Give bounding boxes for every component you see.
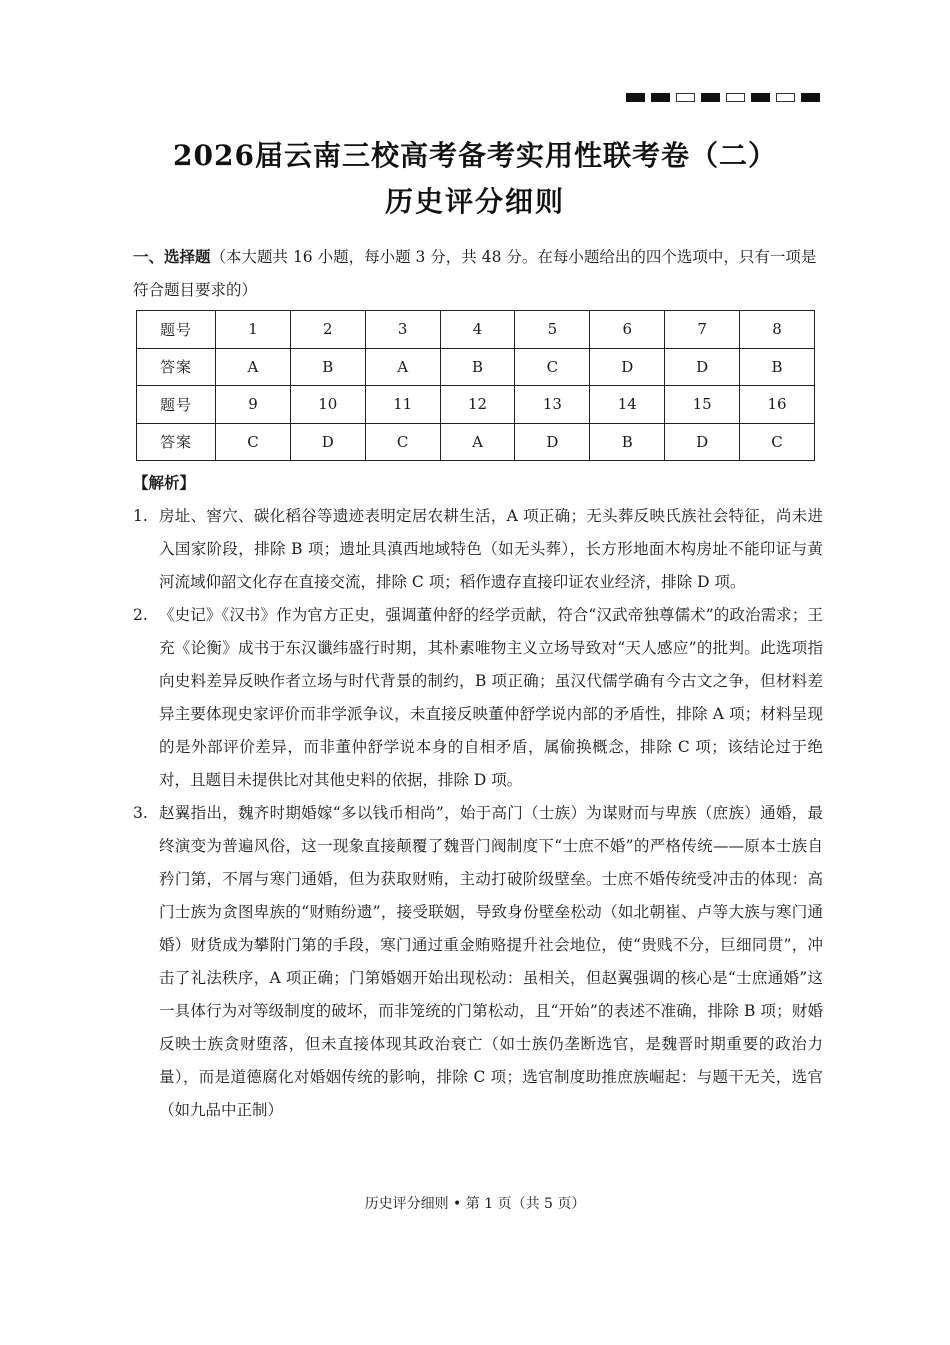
- mark-square: [776, 93, 795, 102]
- mark-square: [701, 93, 720, 102]
- table-row: [137, 423, 815, 461]
- row-header: 题号: [137, 311, 216, 349]
- table-cell: 14: [590, 386, 665, 424]
- table-cell: 6: [590, 311, 665, 349]
- row-header: 答案: [137, 348, 216, 386]
- page-title: 2026届云南三校高考备考实用性联考卷（二）: [173, 139, 777, 172]
- table-cell: 8: [740, 311, 815, 349]
- table-row: [137, 386, 815, 424]
- analysis-label: 【解析】: [133, 473, 196, 492]
- table-cell: 16: [740, 386, 815, 424]
- mark-square: [676, 93, 695, 102]
- table-cell: D: [665, 423, 740, 461]
- table-cell: 13: [515, 386, 590, 424]
- table-row: [137, 348, 815, 386]
- row-header: 题号: [137, 386, 216, 424]
- table-cell: D: [290, 423, 365, 461]
- table-cell: 9: [216, 386, 291, 424]
- table-cell: 10: [290, 386, 365, 424]
- mark-square: [651, 93, 670, 102]
- item-number: 3.: [133, 804, 148, 822]
- table-cell: 4: [440, 311, 515, 349]
- mark-square: [801, 93, 820, 102]
- table-cell: C: [365, 423, 440, 461]
- analysis-list: [133, 500, 823, 1127]
- page-subtitle: 历史评分细则: [384, 185, 565, 218]
- item-number: 2.: [133, 606, 148, 624]
- table-cell: 2: [290, 311, 365, 349]
- table-cell: 11: [365, 386, 440, 424]
- table-cell: B: [440, 348, 515, 386]
- table-cell: A: [440, 423, 515, 461]
- table-cell: C: [740, 423, 815, 461]
- item-text: 《史记》《汉书》作为官方正史，强调董仲舒的经学贡献，符合“汉武帝独尊儒术”的政治需求；王充《论衡》成书于东汉谶纬盛行时期，其朴素唯物主义立场导致对“天人感应”的批判。此选项指向史料差异反映作者立场与时代背景的制约，B 项正确；虽汉代儒学确有今古文之争，但材料差异主要体现史家评价而非学派争议，未直接反映董仲舒学说内部的矛盾性，排除 A 项；材料呈现的是外部评价差异，而非董仲舒学说本身的自相矛盾，属偷换概念，排除 C 项；该结论过于绝对，且题目未提供比对其他史料的依据，排除 D 项。: [159, 606, 823, 789]
- analysis-item: [133, 599, 823, 797]
- table-cell: D: [590, 348, 665, 386]
- item-text: 赵翼指出，魏齐时期婚嫁“多以钱币相尚”，始于高门（士族）为谋财而与卑族（庶族）通婚，最终演变为普遍风俗，这一现象直接颠覆了魏晋门阀制度下“士庶不婚”的严格传统——原本士族自矜门第，不屑与寒门通婚，但为获取财贿，主动打破阶级壁垒。士庶不婚传统受冲击的体现：高门士族为贪图卑族的“财贿纷遗”，接受联姻，导致身份壁垒松动（如北朝崔、卢等大族与寒门通婚）财货成为攀附门第的手段，寒门通过重金贿赂提升社会地位，使“贵贱不分，巨细同贯”，冲击了礼法秩序，A 项正确；门第婚姻开始出现松动：虽相关，但赵翼强调的核心是“士庶通婚”这一具体行为对等级制度的破坏，而非笼统的门第松动，且“开始”的表述不准确，排除 B 项；财婚反映士族贪财堕落，但未直接体现其政治衰亡（如士族仍垄断选官，是魏晋时期重要的政治力量），而是道德腐化对婚姻传统的影响，排除 C 项；选官制度助推庶族崛起：与题干无关，选官（如九品中正制）: [159, 804, 823, 1119]
- table-cell: B: [590, 423, 665, 461]
- table-cell: B: [290, 348, 365, 386]
- answer-table: [136, 310, 815, 461]
- table-cell: 12: [440, 386, 515, 424]
- table-cell: D: [665, 348, 740, 386]
- table-cell: 7: [665, 311, 740, 349]
- row-header: 答案: [137, 423, 216, 461]
- table-cell: B: [740, 348, 815, 386]
- table-cell: 3: [365, 311, 440, 349]
- table-row: [137, 311, 815, 349]
- section-description: （本大题共 16 小题，每小题 3 分，共 48 分。在每小题给出的四个选项中，只有一项是符合题目要求的）: [133, 248, 817, 299]
- mark-square: [626, 93, 645, 102]
- table-cell: A: [365, 348, 440, 386]
- section-label: 一、选择题: [133, 247, 211, 266]
- analysis-item: [133, 500, 823, 599]
- table-cell: A: [216, 348, 291, 386]
- table-cell: D: [515, 423, 590, 461]
- table-cell: C: [515, 348, 590, 386]
- item-text: 房址、窖穴、碳化稻谷等遗迹表明定居农耕生活，A 项正确；无头葬反映氏族社会特征，尚未进入国家阶段，排除 B 项；遗址具滇西地域特色（如无头葬），长方形地面木构房址不能印证与黄河流域仰韶文化存在直接交流，排除 C 项；稻作遗存直接印证农业经济，排除 D 项。: [159, 507, 823, 591]
- section-heading: [133, 240, 823, 307]
- table-cell: 1: [216, 311, 291, 349]
- mark-square: [751, 93, 770, 102]
- page-footer: 历史评分细则 • 第 1 页（共 5 页）: [364, 1196, 586, 1212]
- analysis-item: [133, 797, 823, 1127]
- table-cell: C: [216, 423, 291, 461]
- table-cell: 5: [515, 311, 590, 349]
- mark-square: [726, 93, 745, 102]
- table-cell: 15: [665, 386, 740, 424]
- exam-marks: [626, 93, 820, 102]
- item-number: 1.: [133, 507, 148, 525]
